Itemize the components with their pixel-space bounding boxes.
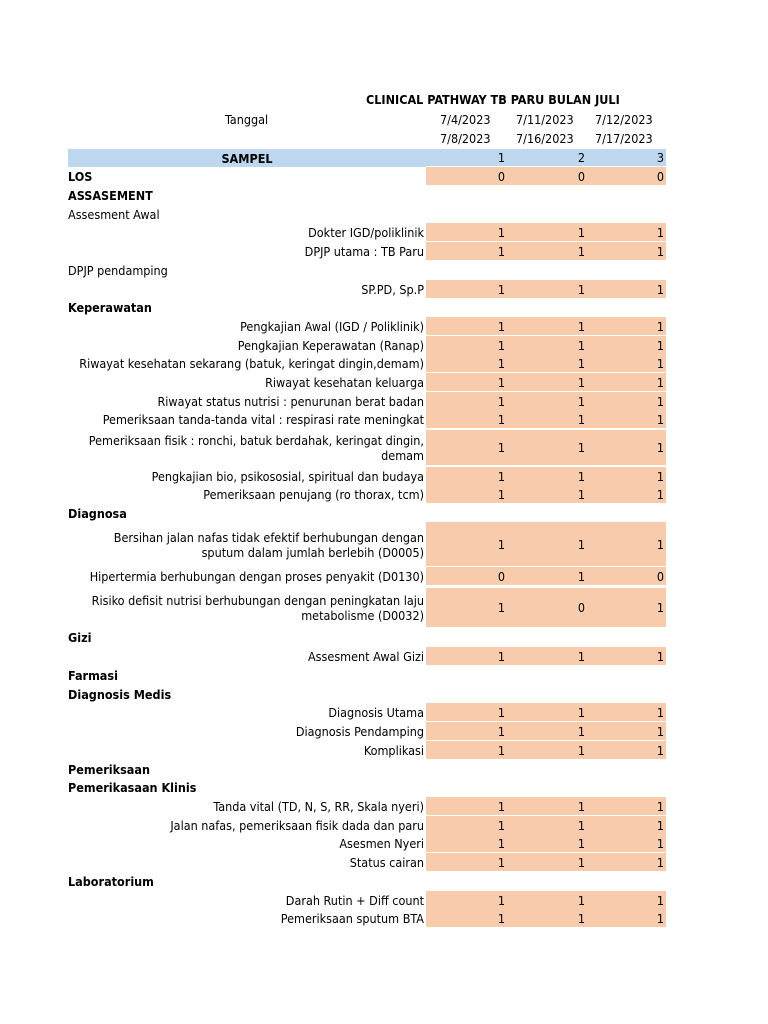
date-start-1: 7/4/2023	[440, 112, 491, 127]
pathway-row	[68, 373, 666, 392]
row-values	[426, 392, 666, 411]
sampel-label: SAMPEL	[221, 150, 273, 166]
pathway-row	[68, 467, 666, 486]
pathway-row	[68, 336, 666, 355]
row-label: LOS	[68, 169, 93, 184]
row-label: Hipertermia berhubungan dengan proses penyakit (D0130)	[89, 569, 424, 584]
row-value-3: 1	[656, 337, 664, 353]
pathway-row	[68, 410, 666, 429]
row-value-2: 1	[577, 910, 585, 926]
row-label: Bersihan jalan nafas tidak efektif berhubungan dengan sputum dalam jumlah berlebih (D0005)	[113, 529, 424, 560]
row-value-3: 1	[656, 648, 664, 664]
sampel-values	[426, 149, 666, 167]
row-values	[426, 223, 666, 242]
pathway-row	[68, 430, 666, 466]
row-label: Riwayat status nutrisi : penurunan berat badan	[157, 394, 424, 409]
row-value-1: 1	[497, 854, 505, 870]
row-value-2: 1	[577, 411, 585, 427]
row-values	[426, 167, 666, 186]
row-value-3: 0	[656, 168, 664, 184]
date-end-2: 7/16/2023	[516, 131, 574, 146]
pathway-row	[68, 891, 666, 910]
row-label: Diagnosis Utama	[328, 705, 424, 720]
row-label: Riwayat kesehatan sekarang (batuk, keringat dingin,demam)	[79, 356, 424, 371]
pathway-row	[68, 261, 666, 280]
row-values	[426, 567, 666, 586]
pathway-row	[68, 485, 666, 504]
row-label: Diagnosa	[68, 506, 127, 521]
pathway-row	[68, 834, 666, 853]
row-label: Jalan nafas, pemeriksaan fisik dada dan paru	[170, 818, 424, 833]
row-value-2: 1	[577, 337, 585, 353]
row-values	[426, 588, 666, 628]
row-value-2: 0	[577, 600, 585, 615]
row-label: Laboratorium	[68, 874, 154, 889]
row-value-1: 1	[497, 742, 505, 758]
pathway-row	[68, 317, 666, 336]
row-label: SP.PD, Sp.P	[361, 282, 424, 297]
row-value-2: 1	[577, 318, 585, 334]
row-value-1: 1	[497, 243, 505, 259]
row-label: Diagnosis Pendamping	[295, 724, 424, 739]
pathway-row	[68, 242, 666, 261]
row-value-1: 1	[497, 468, 505, 484]
pathway-row	[68, 816, 666, 835]
row-label: Tanda vital (TD, N, S, RR, Skala nyeri)	[213, 799, 424, 814]
pathway-row	[68, 567, 666, 586]
row-value-2: 1	[577, 243, 585, 259]
row-label: Pemeriksaan	[68, 762, 150, 777]
row-label: ASSASEMENT	[68, 188, 153, 203]
row-value-2: 0	[577, 168, 585, 184]
row-value-1: 1	[497, 536, 505, 552]
row-label: Pemerikasaan Klinis	[68, 780, 197, 795]
row-value-1: 1	[497, 281, 505, 297]
row-label: Pengkajian Awal (IGD / Poliklinik)	[240, 319, 424, 334]
row-values	[426, 647, 666, 666]
pathway-row	[68, 685, 666, 704]
row-value-3: 1	[656, 281, 664, 297]
tanggal-label: Tanggal	[225, 112, 269, 127]
row-values	[426, 909, 666, 928]
pathway-row	[68, 909, 666, 928]
row-label: Farmasi	[68, 668, 118, 683]
pathway-row	[68, 741, 666, 760]
pathway-row	[68, 280, 666, 299]
row-value-2: 1	[577, 440, 585, 455]
row-value-3: 1	[656, 817, 664, 833]
row-value-3: 1	[656, 411, 664, 427]
row-value-1: 1	[497, 440, 505, 455]
row-value-2: 1	[577, 648, 585, 664]
pathway-row	[68, 504, 666, 523]
row-values	[426, 354, 666, 373]
pathway-row	[68, 872, 666, 891]
pathway-row	[68, 760, 666, 779]
row-value-3: 1	[656, 355, 664, 371]
pathway-row	[68, 853, 666, 872]
pathway-row	[68, 205, 666, 224]
row-label: DPJP pendamping	[68, 263, 168, 278]
pathway-row	[68, 186, 666, 205]
date-end-3: 7/17/2023	[595, 131, 653, 146]
row-value-1: 1	[497, 798, 505, 814]
row-value-1: 1	[497, 486, 505, 502]
pathway-row	[68, 298, 666, 317]
row-label: Pemeriksaan fisik : ronchi, batuk berdahak, keringat dingin, demam	[88, 433, 424, 463]
row-value-2: 1	[577, 355, 585, 371]
row-value-2: 1	[577, 281, 585, 297]
row-values	[426, 797, 666, 816]
row-values	[426, 242, 666, 261]
row-value-1: 1	[497, 892, 505, 908]
row-label: Gizi	[68, 630, 92, 645]
row-label: Diagnosis Medis	[68, 687, 172, 702]
row-label: Pemeriksaan tanda-tanda vital : respirasi rate meningkat	[102, 412, 424, 427]
pathway-row	[68, 522, 666, 567]
row-value-2: 1	[577, 393, 585, 409]
pathway-row	[68, 778, 666, 797]
row-value-3: 1	[656, 486, 664, 502]
row-label: Dokter IGD/poliklinik	[308, 225, 424, 240]
row-label: Status cairan	[349, 855, 424, 870]
pathway-row	[68, 703, 666, 722]
row-value-1: 1	[497, 600, 505, 615]
row-value-3: 1	[656, 835, 664, 851]
row-value-3: 1	[656, 393, 664, 409]
row-value-2: 1	[577, 374, 585, 390]
row-value-1: 1	[497, 648, 505, 664]
row-label: Komplikasi	[363, 743, 424, 758]
row-value-1: 1	[497, 704, 505, 720]
row-values	[426, 430, 666, 466]
row-value-3: 0	[656, 568, 664, 584]
row-label: Darah Rutin + Diff count	[285, 893, 424, 908]
row-values	[426, 317, 666, 336]
row-value-3: 1	[656, 600, 664, 615]
row-value-2: 1	[577, 854, 585, 870]
row-label: Pengkajian bio, psikososial, spiritual dan budaya	[151, 469, 424, 484]
row-values	[426, 741, 666, 760]
sheet-title: CLINICAL PATHWAY TB PARU BULAN JULI	[366, 92, 620, 107]
row-values	[426, 373, 666, 392]
row-values	[426, 467, 666, 486]
pathway-row	[68, 647, 666, 666]
row-value-3: 1	[656, 798, 664, 814]
row-label: Pemeriksaan sputum BTA	[280, 911, 424, 926]
sampel-row	[68, 149, 666, 167]
row-value-1: 1	[497, 910, 505, 926]
row-value-2: 1	[577, 224, 585, 240]
row-value-1: 1	[497, 393, 505, 409]
row-value-3: 1	[656, 854, 664, 870]
row-value-2: 1	[577, 835, 585, 851]
row-value-3: 1	[656, 704, 664, 720]
row-value-1: 1	[497, 337, 505, 353]
date-end-1: 7/8/2023	[440, 131, 491, 146]
row-value-2: 1	[577, 723, 585, 739]
pathway-row	[68, 223, 666, 242]
row-values	[426, 816, 666, 835]
row-value-3: 1	[656, 243, 664, 259]
sampel-value-3: 3	[656, 150, 664, 165]
sampel-value-1: 1	[497, 150, 505, 165]
row-label: DPJP utama : TB Paru	[304, 244, 424, 259]
pathway-row	[68, 588, 666, 628]
row-values	[426, 834, 666, 853]
row-value-2: 1	[577, 486, 585, 502]
row-value-2: 1	[577, 892, 585, 908]
row-value-2: 1	[577, 468, 585, 484]
row-value-1: 0	[497, 168, 505, 184]
row-values	[426, 891, 666, 910]
row-value-1: 0	[497, 568, 505, 584]
pathway-row	[68, 722, 666, 741]
row-value-3: 1	[656, 742, 664, 758]
row-value-1: 1	[497, 318, 505, 334]
row-value-2: 1	[577, 798, 585, 814]
row-value-3: 1	[656, 723, 664, 739]
row-value-3: 1	[656, 536, 664, 552]
row-values	[426, 722, 666, 741]
row-label: Pengkajian Keperawatan (Ranap)	[237, 338, 424, 353]
date-start-2: 7/11/2023	[516, 112, 574, 127]
pathway-row	[68, 666, 666, 685]
row-value-3: 1	[656, 440, 664, 455]
pathway-row	[68, 628, 666, 647]
row-label: Risiko defisit nutrisi berhubungan dengan peningkatan laju metabolisme (D0032)	[91, 593, 424, 623]
pathway-row	[68, 392, 666, 411]
date-start-3: 7/12/2023	[595, 112, 653, 127]
row-values	[426, 336, 666, 355]
row-value-2: 1	[577, 568, 585, 584]
row-value-1: 1	[497, 224, 505, 240]
row-value-1: 1	[497, 374, 505, 390]
row-value-2: 1	[577, 742, 585, 758]
row-value-2: 1	[577, 817, 585, 833]
row-values	[426, 410, 666, 429]
row-value-3: 1	[656, 468, 664, 484]
row-values	[426, 280, 666, 299]
row-value-3: 1	[656, 374, 664, 390]
row-value-1: 1	[497, 723, 505, 739]
row-value-1: 1	[497, 835, 505, 851]
row-value-2: 1	[577, 704, 585, 720]
pathway-row	[68, 797, 666, 816]
row-value-1: 1	[497, 817, 505, 833]
row-value-3: 1	[656, 910, 664, 926]
row-value-3: 1	[656, 892, 664, 908]
row-value-1: 1	[497, 411, 505, 427]
pathway-row	[68, 354, 666, 373]
sampel-value-2: 2	[577, 150, 585, 165]
row-label: Asesmen Nyeri	[339, 836, 424, 851]
row-label: Assesment Awal	[68, 207, 160, 222]
row-value-3: 1	[656, 318, 664, 334]
row-label: Assesment Awal Gizi	[307, 649, 424, 664]
row-label: Pemeriksaan penujang (ro thorax, tcm)	[203, 487, 424, 502]
row-values	[426, 522, 666, 567]
row-values	[426, 485, 666, 504]
row-values	[426, 853, 666, 872]
row-value-1: 1	[497, 355, 505, 371]
row-value-3: 1	[656, 224, 664, 240]
row-label: Riwayat kesehatan keluarga	[265, 375, 424, 390]
row-values	[426, 703, 666, 722]
row-value-2: 1	[577, 536, 585, 552]
pathway-row	[68, 167, 666, 186]
row-label: Keperawatan	[68, 300, 152, 315]
